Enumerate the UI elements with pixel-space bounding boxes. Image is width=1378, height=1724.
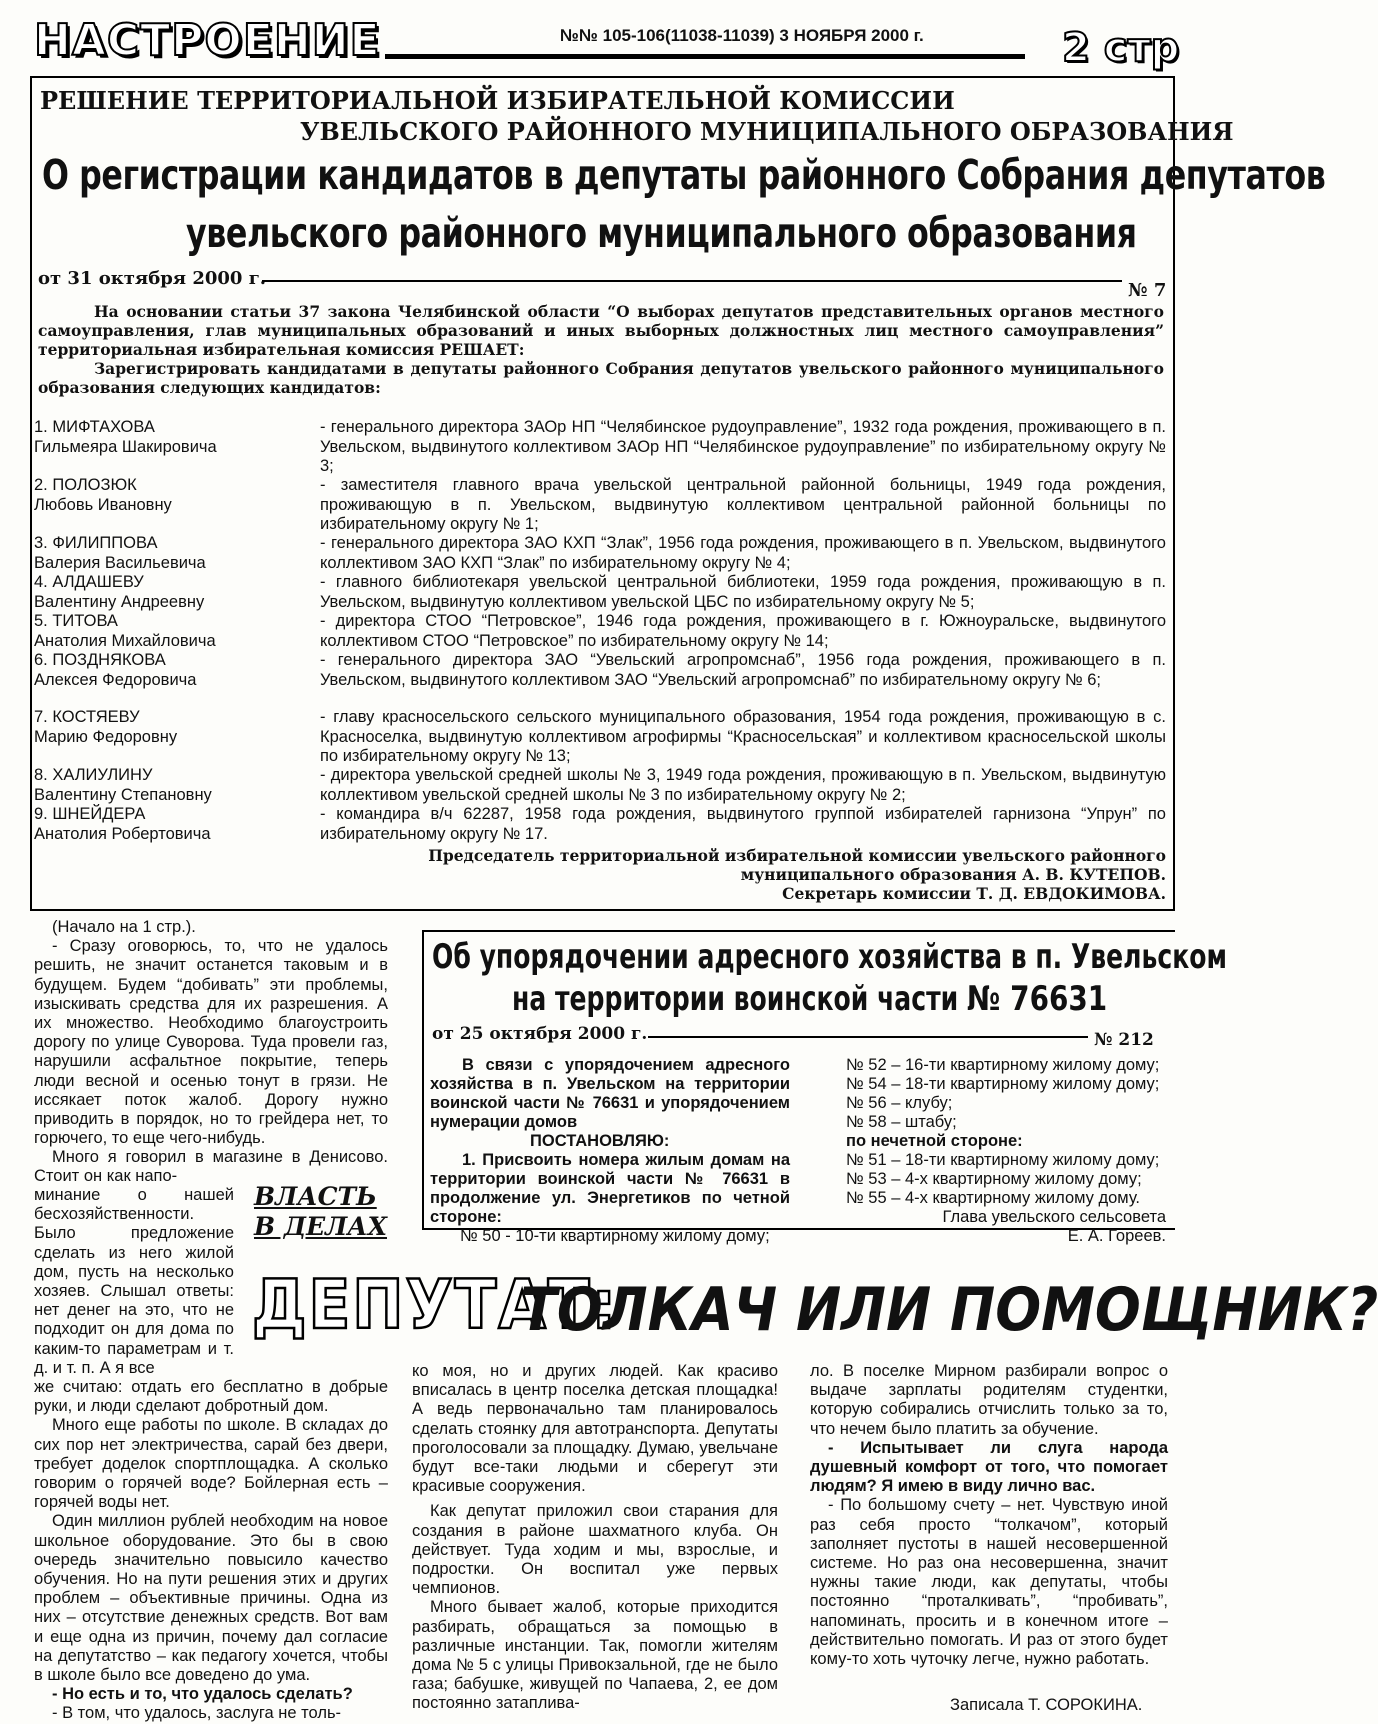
interview-headline-a: ДЕПУТАТ:	[252, 1266, 618, 1345]
interview-column-2	[412, 1362, 778, 1714]
decision-headline-2: увельского районного муниципального образования	[186, 209, 1137, 257]
candidate-3-desc: - генерального директора ЗАО КХП “Злак”, 1956 года рождения, проживающего в п. Увельском, выдвинутого коллективом ЗАО КХП “Злак” по избирательному округу № 4;	[320, 534, 1166, 572]
article-left-wrap-top: Много я говорил в магазине в Денисово. Стоит он как напо-	[34, 1148, 388, 1186]
notice-date: от 25 октября 2000 г.	[432, 1024, 648, 1044]
candidate-2-name: 2. ПОЛОЗЮК Любовь Ивановну	[34, 476, 172, 514]
institution-line-1: РЕШЕНИЕ ТЕРРИТОРИАЛЬНОЙ ИЗБИРАТЕЛЬНОЙ КОМИССИИ	[40, 86, 955, 115]
interview-column-3	[810, 1362, 1168, 1669]
candidate-6-name: 6. ПОЗДНЯКОВА Алексея Федоровича	[34, 651, 197, 689]
article-paragraph: Один миллион рублей необходим на новое школьное оборудование. Это бы в свою очередь значительно повысило качество обучения. Но на пути решения этих и других проблем – объективные причины. Одна из них – отсутствие денежных средств. Вот вам и еще одна из причин, почему дал согласие на депутатство – как педагогу хочется, чтобы в школе было все доведено до ума.	[34, 1512, 388, 1685]
candidate-4-desc: - главного библиотекаря увельской центральной библиотеки, 1959 года рождения, проживающую в п. Увельском, выдвинутую коллективом увельской ЦБС по избирательному округу № 5;	[320, 573, 1166, 611]
candidate-8-desc: - директора увельской средней школы № 3, 1949 года рождения, проживающую в п. Увельском, выдвинутую коллективом увельской средней школы № 3 по избирательному округу № 2;	[320, 766, 1166, 804]
header-rule	[385, 54, 1025, 59]
notice-headline-2: на территории воинской части № 76631	[512, 979, 1108, 1019]
article-left-lower	[34, 1378, 388, 1724]
decision-date: от 31 октября 2000 г.	[38, 268, 267, 289]
candidate-6-desc: - генерального директора ЗАО “Увельский агропромснаб”, 1956 года рождения, проживающего в п. Увельском, выдвинутого коллективом ЗАО “Увельский агропромснаб” по избирательному округу № 6;	[320, 651, 1166, 689]
decision-intro-2: Зарегистрировать кандидатами в депутаты районного Собрания депутатов увельского районного муниципального образования следующих кандидатов:	[38, 359, 1164, 397]
decision-number: № 7	[1128, 280, 1167, 301]
article-paragraph: - По большому счету – нет. Чувствую иной раз себя просто “толкачом”, который заполняет пустоты в нашей несовершенной системе. Но раз она несовершенна, значит нужны такие люди, как депутаты, чтобы постоянно “проталкивать”, “пробивать”, напоминать, просить и в конечном итоге – действительно помогать. И раз от этого будет кому-то хоть чуточку легче, нужно работать.	[810, 1496, 1168, 1669]
interview-headline-b: ТОЛКАЧ ИЛИ ПОМОЩНИК?	[520, 1275, 1378, 1345]
candidate-4-name: 4. АЛДАШЕВУ Валентину Андреевну	[34, 573, 205, 611]
candidate-5-desc: - директора СТОО “Петровское”, 1946 года рождения, проживающего в г. Южноуральске, выдвинутого коллективом СТОО “Петровское” по избирательному округу № 14;	[320, 612, 1166, 650]
decision-intro	[38, 302, 1164, 397]
article-paragraph: же считаю: отдать его бесплатно в добрые руки, и люди сделают добротный дом.	[34, 1378, 388, 1416]
decision-signatures: Председатель территориальной избирательной комиссии увельского районного муниципального образования А. В. КУТЕПОВ. Секретарь комиссии Т. Д. ЕВДОКИМОВА.	[428, 846, 1166, 903]
article-paragraph: Много бывает жалоб, которые приходится разбирать, обращаться за помощью в различные инстанции. Так, помогли жителям дома № 5 с улицы Привокзальной, где не было газа; бабушке, живущей по Чапаева, 2, ее дом постоянно затаплива-	[412, 1598, 778, 1713]
article-paragraph: - В том, что удалось, заслуга не толь-	[52, 1704, 342, 1723]
article-left-wrap: минание о нашей бесхозяйственности. Было предложение сделать из него жилой дом, пусть на несколько хозяев. Слышал ответы: нет денег на это, что не подходит он для дома по каким-то параметрам и т. д. и т. п. А я все	[34, 1186, 234, 1377]
page-number: 2 стр	[1062, 25, 1180, 71]
article-author: Записала Т. СОРОКИНА.	[950, 1696, 1143, 1714]
candidate-2-desc: - заместителя главного врача увельской центральной районной больницы, 1949 года рождения, проживающую в п. Увельском, выдвинутую коллективом центральной районной больницы по избирательному округу № 1;	[320, 476, 1166, 533]
interview-question: - Испытывает ли слуга народа душевный комфорт от того, что помогает людям? Я имею в виду лично вас.	[810, 1438, 1168, 1496]
candidate-1-desc: - генерального директора ЗАОр НП “Челябинское рудоуправление”, 1932 года рождения, проживающего в п. Увельском, выдвинутого коллективом ЗАОр НП “Челябинское рудоуправление” по избирательному округу № 3;	[320, 418, 1166, 475]
issue-line: №№ 105-106(11038-11039) 3 НОЯБРЯ 2000 г.	[560, 26, 924, 45]
masthead: НАСТРОЕНИЕ	[34, 15, 381, 66]
notice-left-column: В связи с упорядочением адресного хозяйства в п. Увельском на территории воинской части № 76631 и упорядочением нумерации домов ПОСТАНОВЛЯЮ: 1. Присвоить номера жилым домам на территории воинской части № 76631 в продолжение ул. Энергетиков по четной стороне: № 50 - 10-ти квартирному жилому дому;	[430, 1056, 790, 1245]
article-paragraph: ко моя, но и других людей. Как красиво вписалась в центр поселка детская площадка! А ведь первоначально там планировалось сделать стоянку для автотранспорта. Депутаты проголосовали за площадку. Думаю, увельчане будут все-таки людьми и сберегут эти красивые сооружения.	[412, 1362, 778, 1496]
candidate-7-name: 7. КОСТЯЕВУ Марию Федоровну	[34, 708, 178, 746]
notice-right-column: № 52 – 16-ти квартирному жилому дому; № 54 – 18-ти квартирному жилому дому; № 56 – клубу; № 58 – штабу; по нечетной стороне: № 51 – 18-ти квартирному жилому дому; № 53 – 4-х квартирному жилому дому; № 55 – 4-х квартирному жилому дому. Глава увельского сельсовета Е. А. Гореев.	[846, 1056, 1166, 1245]
institution-line-2: УВЕЛЬСКОГО РАЙОННОГО МУНИЦИПАЛЬНОГО ОБРАЗОВАНИЯ	[300, 117, 1234, 146]
notice-date-rule	[648, 1036, 1088, 1038]
candidate-8-name: 8. ХАЛИУЛИНУ Валентину Степановну	[34, 766, 212, 804]
article-paragraph: ло. В поселке Мирном разбирали вопрос о выдаче зарплаты родителям студентки, которую собирались отчислить только за то, что нечем было платить за обучение.	[810, 1362, 1168, 1438]
notice-headline-1: Об упорядочении адресного хозяйства в п. Увельском	[432, 937, 1228, 977]
article-left-column	[34, 918, 388, 1148]
article-paragraph: Как депутат приложил свои старания для создания в районе шахматного клуба. Он действует. Туда ходим и мы, взрослые, и подростки. Он воспитал уже первых чемпионов.	[412, 1502, 778, 1598]
article-paragraph: - Сразу оговорюсь, то, что не удалось решить, не значит останется таковым и в будущем. Будем “добивать” эти проблемы, изыскивать средства для их разрешения. А их множество. Необходимо благоустроить дорогу по улице Суворова. Туда провели газ, нарушили асфальтное покрытие, теперь люди весной и осенью тонут в грязи. Не иссякает поток жалоб. Дорогу нужно приводить в порядок, но то грейдера нет, то горючего, то еще чего-нибудь.	[34, 937, 388, 1148]
decision-date-rule	[262, 280, 1122, 282]
rubric-label: ВЛАСТЬ В ДЕЛАХ	[254, 1182, 387, 1241]
interview-question: - Но есть и то, что удалось сделать?	[52, 1685, 353, 1704]
decision-headline-1: О регистрации кандидатов в депутаты районного Собрания депутатов	[42, 151, 1326, 199]
candidate-1-name: 1. МИФТАХОВА Гильмеяра Шакировича	[34, 418, 217, 456]
article-paragraph: Много еще работы по школе. В складах до сих пор нет электричества, сарай без двери, требует доделок спортплощадка. А сколько говорим о горячей воде? Бойлерная есть – горячей воды нет.	[34, 1416, 388, 1512]
candidate-3-name: 3. ФИЛИППОВА Валерия Васильевича	[34, 534, 206, 572]
decision-intro-1: На основании статьи 37 закона Челябинской области “О выборах депутатов представительных органов местного самоуправления, глав муниципальных образований и иных выборных должностных лиц местного самоуправления” территориальная избирательная комиссия РЕШАЕТ:	[38, 302, 1164, 359]
candidate-9-name: 9. ШНЕЙДЕРА Анатолия Робертовича	[34, 805, 211, 843]
notice-number: № 212	[1094, 1030, 1154, 1050]
candidate-5-name: 5. ТИТОВА Анатолия Михайловича	[34, 612, 216, 650]
candidate-9-desc: - командира в/ч 62287, 1958 года рождения, выдвинутого группой избирателей гарнизона “Упрун” по избирательному округу № 17.	[320, 805, 1166, 843]
candidate-7-desc: - главу красносельского сельского муниципального образования, 1954 года рождения, проживающую в с. Красноселка, выдвинутую коллективом агрофирмы “Красносельская” и коллективом красносельской школы по избирательному округу № 13;	[320, 708, 1166, 765]
article-start-note: (Начало на 1 стр.).	[52, 918, 196, 936]
